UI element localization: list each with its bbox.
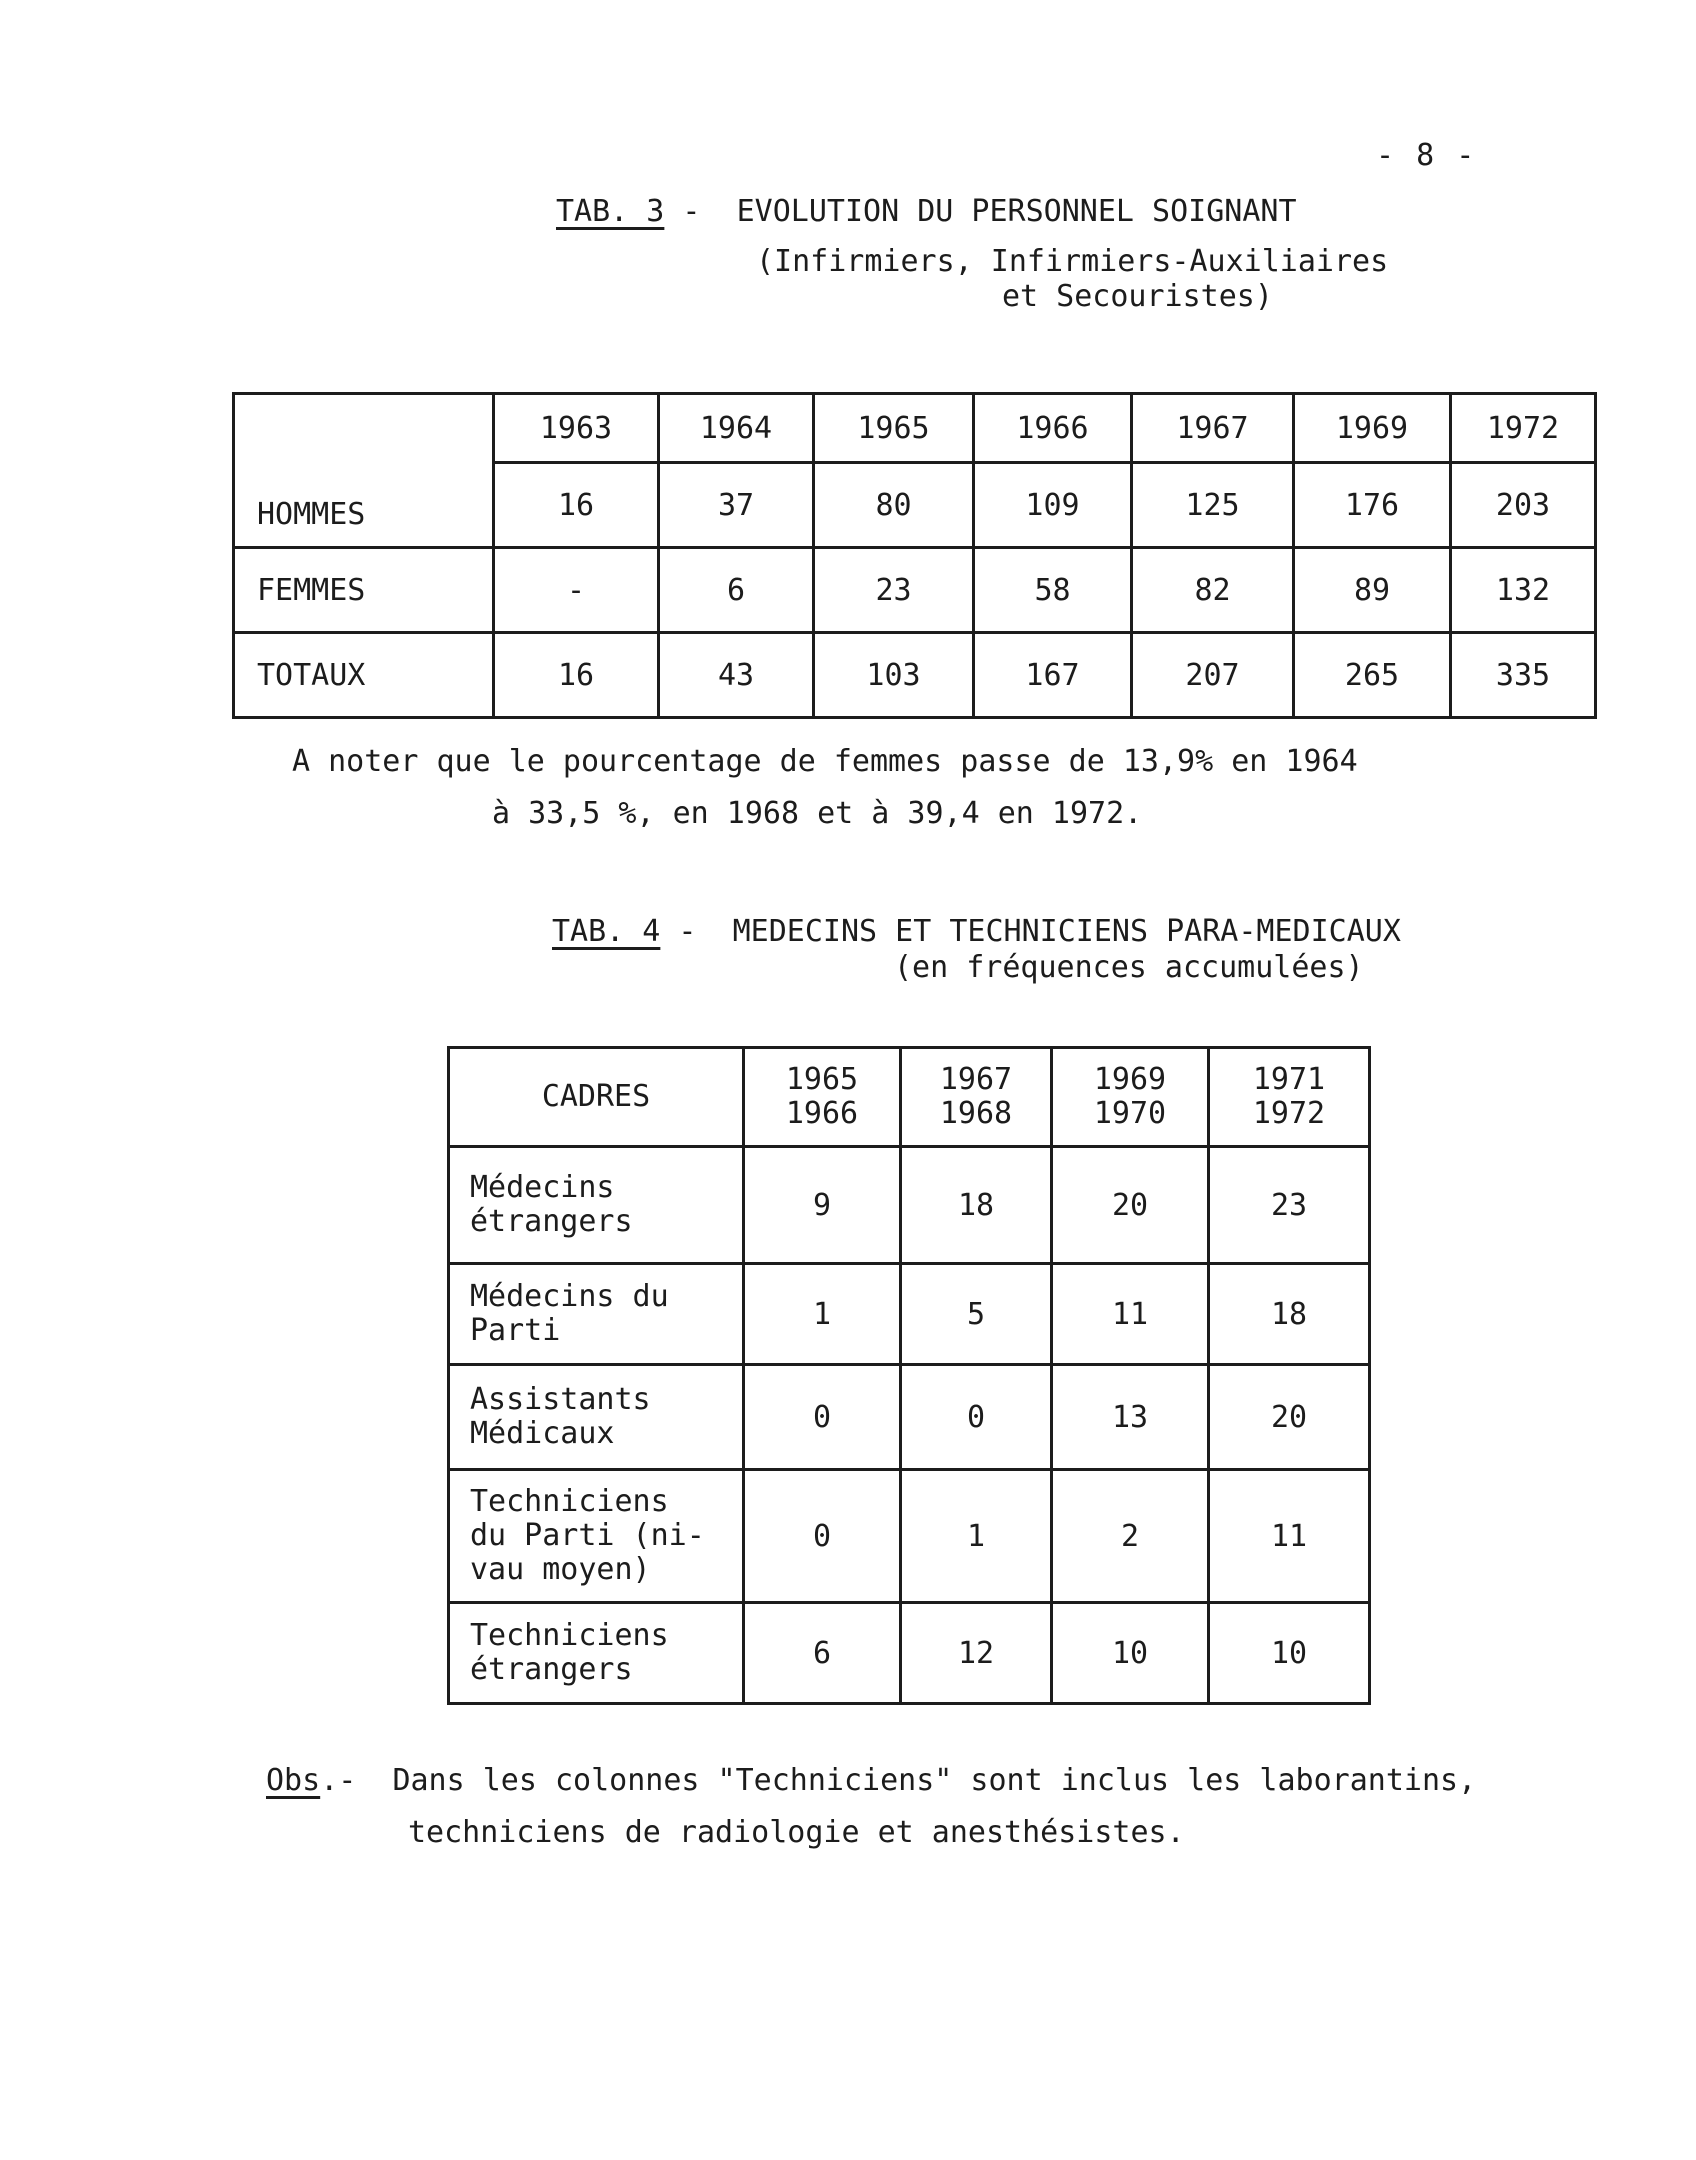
tab4-row-label: Techniciens étrangers	[449, 1603, 744, 1704]
obs-label-suffix: .-	[320, 1763, 393, 1798]
tab4-cell: 20	[1052, 1147, 1209, 1264]
tab4-column-header: 1969 1970	[1052, 1048, 1209, 1147]
tab3-column-header: 1972	[1451, 394, 1596, 463]
tab4-table-row	[449, 1264, 1370, 1365]
obs-line2: techniciens de radiologie et anesthésistes.	[408, 1815, 1185, 1850]
tab3-column-header: 1963	[494, 394, 659, 463]
tab3-cell: 80	[814, 463, 974, 548]
tab4-cell: 23	[1209, 1147, 1370, 1264]
tab4-title: MEDECINS ET TECHNICIENS PARA-MEDICAUX	[732, 914, 1401, 949]
tab3-cell: 207	[1132, 633, 1294, 718]
tab3-cell: 89	[1294, 548, 1451, 633]
tab3-cell: 16	[494, 633, 659, 718]
tab4-column-header: 1965 1966	[744, 1048, 901, 1147]
tab3-title: EVOLUTION DU PERSONNEL SOIGNANT	[736, 194, 1297, 229]
tab3-dash: -	[664, 194, 737, 229]
tab4-cell: 18	[1209, 1264, 1370, 1365]
note-line1: A noter que le pourcentage de femmes passe de 13,9% en 1964	[292, 744, 1358, 779]
tab4-header-label: CADRES	[449, 1048, 744, 1147]
tab3-cell: -	[494, 548, 659, 633]
tab4-row-label: Médecins étrangers	[449, 1147, 744, 1264]
tab3-cell: 58	[974, 548, 1132, 633]
tab4-cell: 1	[744, 1264, 901, 1365]
tab4-cell: 12	[901, 1603, 1052, 1704]
tab3-table	[232, 392, 1597, 719]
tab4-cell: 5	[901, 1264, 1052, 1365]
tab4-cell: 0	[744, 1470, 901, 1603]
tab4-table-row	[449, 1365, 1370, 1470]
obs-label: Obs	[266, 1763, 321, 1798]
note-line2: à 33,5 %, en 1968 et à 39,4 en 1972.	[492, 796, 1143, 831]
tab4-cell: 10	[1052, 1603, 1209, 1704]
tab3-cell: 103	[814, 633, 974, 718]
tab3-table-row	[234, 633, 1596, 718]
tab3-column-header: 1969	[1294, 394, 1451, 463]
tab4-cell: 9	[744, 1147, 901, 1264]
obs-line1	[266, 1763, 1476, 1798]
tab4-row-label: Techniciens du Parti (ni- vau moyen)	[449, 1470, 744, 1603]
tab3-cell: 6	[659, 548, 814, 633]
tab4-subtitle: (en fréquences accumulées)	[894, 950, 1364, 985]
tab3-cell: 82	[1132, 548, 1294, 633]
tab3-cell: 265	[1294, 633, 1451, 718]
tab3-column-header: 1964	[659, 394, 814, 463]
tab3-cell: 37	[659, 463, 814, 548]
tab4-cell: 20	[1209, 1365, 1370, 1470]
tab3-column-header: 1966	[974, 394, 1132, 463]
tab3-subtitle-line1: (Infirmiers, Infirmiers-Auxiliaires	[756, 244, 1389, 279]
page-number: - 8 -	[1376, 138, 1477, 173]
tab3-column-header: 1965	[814, 394, 974, 463]
tab3-table-row	[234, 548, 1596, 633]
tab4-cell: 11	[1052, 1264, 1209, 1365]
tab3-label: TAB. 3	[556, 194, 665, 229]
tab3-row-label: HOMMES	[234, 394, 494, 548]
obs-text-line1: Dans les colonnes "Techniciens" sont inclus les laborantins,	[392, 1763, 1477, 1798]
tab3-cell: 167	[974, 633, 1132, 718]
tab3-cell: 23	[814, 548, 974, 633]
tab4-cell: 6	[744, 1603, 901, 1704]
tab3-cell: 132	[1451, 548, 1596, 633]
tab3-cell: 176	[1294, 463, 1451, 548]
tab4-table	[447, 1046, 1371, 1705]
tab4-table-row	[449, 1470, 1370, 1603]
tab4-header-row	[449, 1048, 1370, 1147]
tab3-row-label: TOTAUX	[234, 633, 494, 718]
tab4-cell: 10	[1209, 1603, 1370, 1704]
tab4-dash: -	[660, 914, 733, 949]
tab4-cell: 13	[1052, 1365, 1209, 1470]
tab3-cell: 125	[1132, 463, 1294, 548]
tab3-column-header: 1967	[1132, 394, 1294, 463]
tab3-title-block	[556, 194, 1389, 314]
tab4-cell: 0	[901, 1365, 1052, 1470]
tab3-cell: 203	[1451, 463, 1596, 548]
tab4-cell: 18	[901, 1147, 1052, 1264]
tab4-table-row	[449, 1603, 1370, 1704]
tab4-cell: 11	[1209, 1470, 1370, 1603]
tab3-cell: 335	[1451, 633, 1596, 718]
tab3-header-row	[234, 394, 1596, 463]
tab4-column-header: 1967 1968	[901, 1048, 1052, 1147]
tab4-title-block	[552, 914, 1401, 985]
tab4-cell: 0	[744, 1365, 901, 1470]
tab4-row-label: Assistants Médicaux	[449, 1365, 744, 1470]
tab3-cell: 43	[659, 633, 814, 718]
tab4-cell: 1	[901, 1470, 1052, 1603]
tab4-table-row	[449, 1147, 1370, 1264]
tab3-cell: 16	[494, 463, 659, 548]
tab4-label: TAB. 4	[552, 914, 661, 949]
tab4-cell: 2	[1052, 1470, 1209, 1603]
tab3-cell: 109	[974, 463, 1132, 548]
tab4-row-label: Médecins du Parti	[449, 1264, 744, 1365]
tab3-subtitle-line2: et Secouristes)	[1002, 279, 1273, 314]
tab3-row-label: FEMMES	[234, 548, 494, 633]
tab4-column-header: 1971 1972	[1209, 1048, 1370, 1147]
